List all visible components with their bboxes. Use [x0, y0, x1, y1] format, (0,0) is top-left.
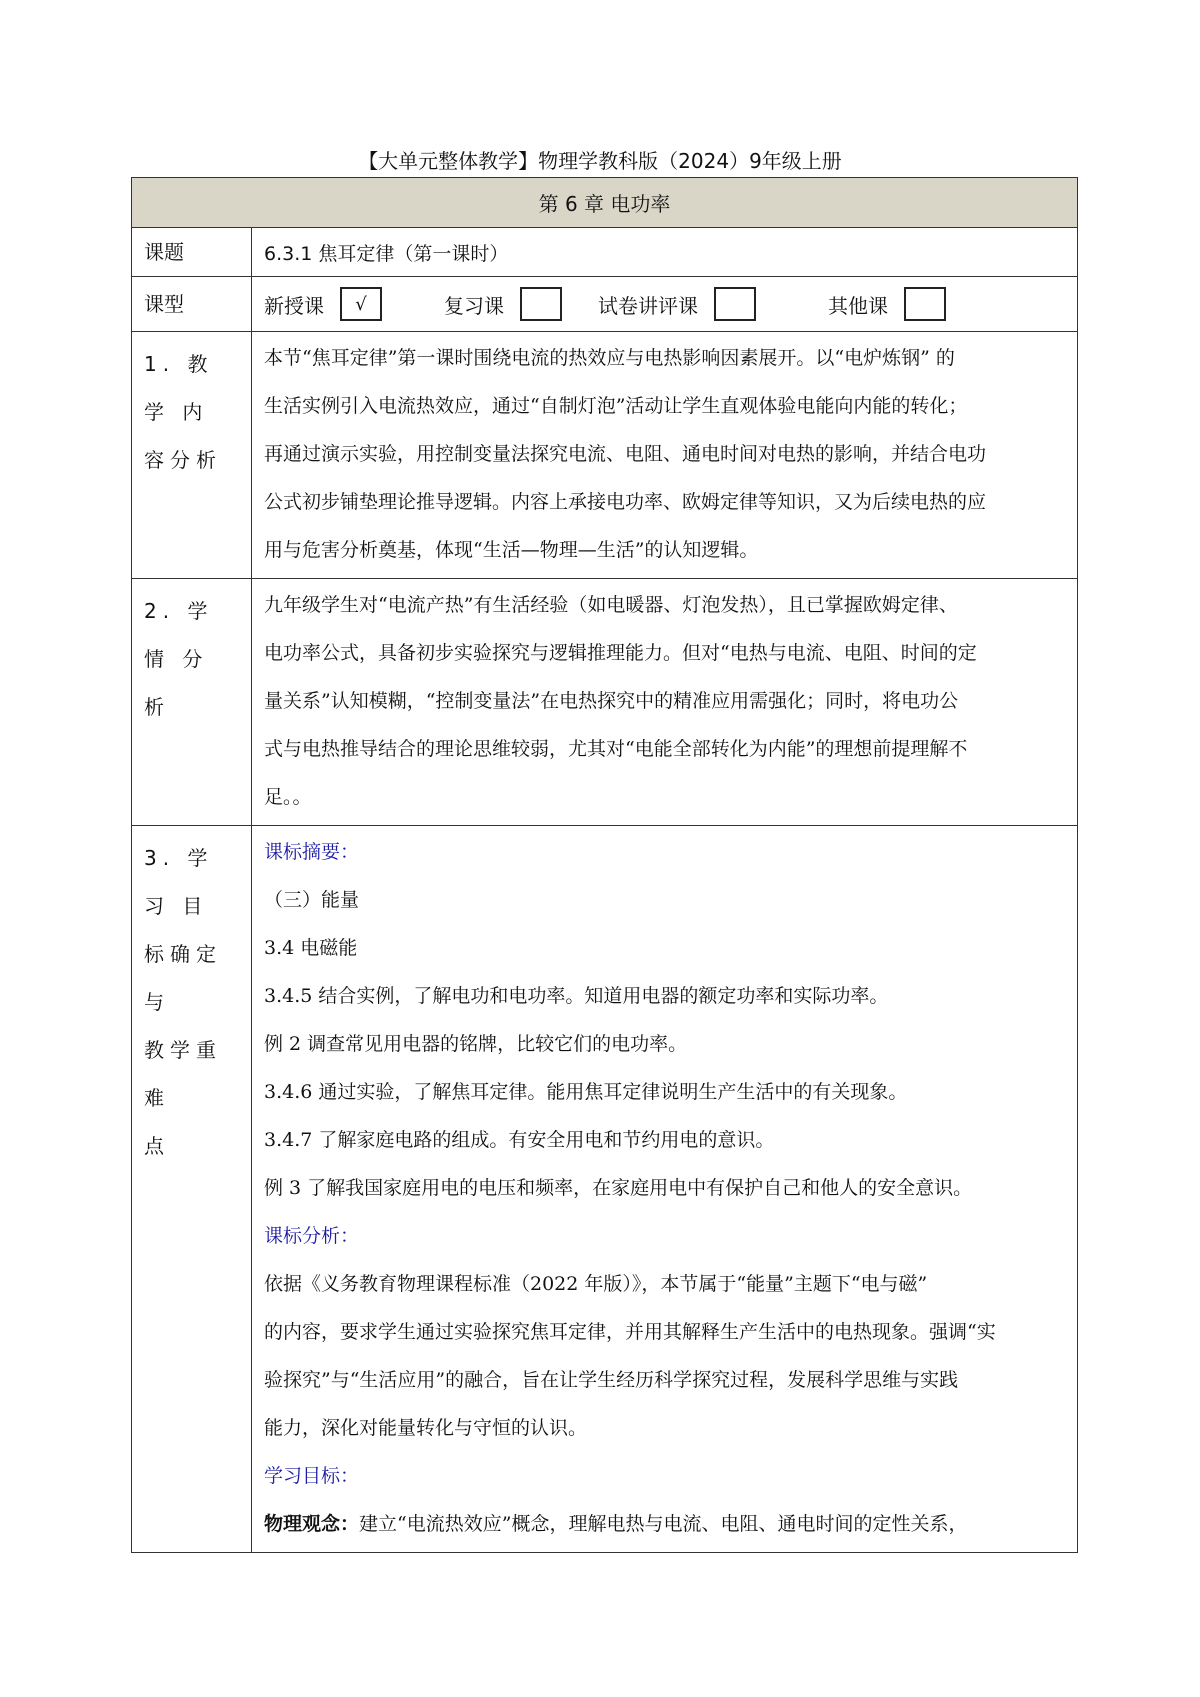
- text-line: 足。。: [264, 786, 312, 808]
- text-line: 量关系”认知模糊，“控制变量法”在电热探究中的精准应用需强化；同时，将电功公: [264, 690, 959, 712]
- chapter-row: [132, 178, 1078, 228]
- text-line: 电功率公式，具备初步实验探究与逻辑推理能力。但对“电热与电流、电阻、时间的定: [264, 642, 977, 664]
- goal-label: 物理观念：: [264, 1513, 360, 1535]
- objectives-label: [132, 826, 252, 1553]
- content-analysis-label: [132, 332, 252, 579]
- goal-text: 建立“电流热效应”概念，理解电热与电流、电阻、通电时间的定性关系，: [359, 1513, 968, 1535]
- lesson-title-value: 6.3.1 焦耳定律（第一课时）: [252, 228, 1078, 277]
- lesson-type-option-review[interactable]: [444, 287, 562, 321]
- lesson-title-label: 课题: [132, 228, 252, 277]
- option-label: 其他课: [828, 293, 888, 318]
- text-line: 的内容，要求学生通过实验探究焦耳定律，并用其解释生产生活中的电热现象。强调“实: [264, 1321, 996, 1343]
- objectives-text: [252, 826, 1078, 1553]
- text-line: 验探究”与“生活应用”的融合，旨在让学生经历科学探究过程，发展科学思维与实践: [264, 1369, 959, 1391]
- text-line: 本节“焦耳定律”第一课时围绕电流的热效应与电热影响因素展开。以“电炉炼钢” 的: [264, 347, 955, 369]
- content-analysis-text: [252, 332, 1078, 579]
- lesson-type-option-exam-review[interactable]: [598, 287, 756, 321]
- lesson-type-option-other[interactable]: [828, 287, 946, 321]
- label-line: 1. 教 学 内: [144, 352, 214, 424]
- label-line: 析: [144, 695, 170, 719]
- text-line: 用与危害分析奠基，体现“生活—物理—生活”的认知逻辑。: [264, 539, 759, 561]
- objectives-row: [132, 826, 1078, 1553]
- text-line: 公式初步铺垫理论推导逻辑。内容上承接电功率、欧姆定律等知识，又为后续电热的应: [264, 491, 987, 513]
- standard-summary-heading: 课标摘要：: [264, 841, 360, 863]
- label-line: 标确定与: [144, 942, 222, 1014]
- standard-analysis-heading: 课标分析：: [264, 1225, 360, 1247]
- lesson-plan-table: [131, 177, 1078, 1553]
- lesson-type-option-new[interactable]: [264, 287, 382, 321]
- text-line: 3.4.6 通过实验，了解焦耳定律。能用焦耳定律说明生产生活中的有关现象。: [264, 1081, 908, 1103]
- label-line: 2. 学 情 分: [144, 599, 214, 671]
- lesson-type-options: [264, 287, 1065, 321]
- learner-analysis-text: [252, 579, 1078, 826]
- lesson-title-row: [132, 228, 1078, 277]
- text-line: 3.4.7 了解家庭电路的组成。有安全用电和节约用电的意识。: [264, 1129, 775, 1151]
- learner-analysis-row: [132, 579, 1078, 826]
- text-line: 例 2 调查常见用电器的铭牌，比较它们的电功率。: [264, 1033, 688, 1055]
- lesson-type-label: 课型: [132, 277, 252, 332]
- label-line: 容分析: [144, 448, 222, 472]
- text-line: 再通过演示实验，用控制变量法探究电流、电阻、通电时间对电热的影响，并结合电功: [264, 443, 987, 465]
- text-line: 3.4.5 结合实例，了解电功和电功率。知道用电器的额定功率和实际功率。: [264, 985, 889, 1007]
- text-line: 式与电热推导结合的理论思维较弱，尤其对“电能全部转化为内能”的理想前提理解不: [264, 738, 968, 760]
- checkbox-empty[interactable]: [714, 287, 756, 321]
- document-title: 【大单元整体教学】物理学教科版（2024）9年级上册: [358, 149, 842, 173]
- option-label: 复习课: [444, 293, 504, 318]
- goal-line: [264, 1500, 1065, 1548]
- learning-goals-heading: 学习目标：: [264, 1465, 360, 1487]
- option-label: 新授课: [264, 293, 324, 318]
- checkbox-empty[interactable]: [904, 287, 946, 321]
- label-line: 3. 学 习 目: [144, 846, 214, 918]
- text-line: 九年级学生对“电流产热”有生活经验（如电暖器、灯泡发热），且已掌握欧姆定律、: [264, 594, 958, 616]
- option-label: 试卷讲评课: [598, 293, 698, 318]
- text-line: 依据《义务教育物理课程标准（2022 年版）》，本节属于“能量”主题下“电与磁”: [264, 1273, 928, 1295]
- text-line: （三）能量: [264, 889, 360, 911]
- label-line: 教学重难: [144, 1038, 222, 1110]
- text-line: 3.4 电磁能: [264, 937, 358, 959]
- text-line: 能力，深化对能量转化与守恒的认识。: [264, 1417, 588, 1439]
- learner-analysis-label: [132, 579, 252, 826]
- content-analysis-row: [132, 332, 1078, 579]
- label-line: 点: [144, 1134, 170, 1158]
- chapter-heading: 第 6 章 电功率: [132, 178, 1078, 228]
- lesson-type-row: [132, 277, 1078, 332]
- checkbox-empty[interactable]: [520, 287, 562, 321]
- text-line: 生活实例引入电流热效应，通过“自制灯泡”活动让学生直观体验电能向内能的转化；: [264, 395, 968, 417]
- checkbox-checked[interactable]: √: [340, 287, 382, 321]
- text-line: 例 3 了解我国家庭用电的电压和频率，在家庭用电中有保护自己和他人的安全意识。: [264, 1177, 973, 1199]
